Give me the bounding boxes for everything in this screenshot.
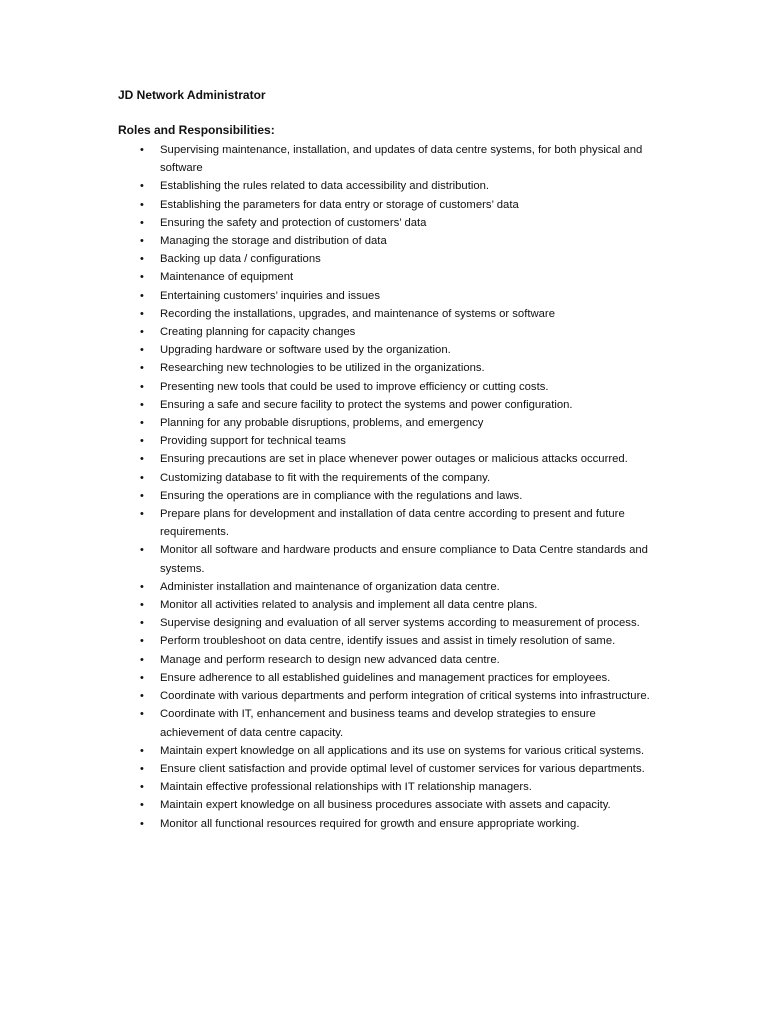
bullet-icon: • [140,617,144,630]
list-item [118,815,655,833]
responsibilities-list [118,141,678,833]
bullet-icon: • [140,744,144,757]
list-item [118,250,655,268]
bullet-icon: • [140,271,144,284]
bullet-icon: • [140,344,144,357]
responsibility-text: Maintain expert knowledge on all applications and its use on systems for various critical systems. [160,744,645,757]
responsibility-text: Managing the storage and distribution of data [160,235,387,248]
list-item [118,614,655,632]
bullet-icon: • [140,781,144,794]
responsibility-text: Coordinate with IT, enhancement and business teams and develop strategies to ensure achievement of data centre capacity. [160,708,596,739]
list-item [118,742,655,760]
list-item [118,305,655,323]
bullet-icon: • [140,398,144,411]
responsibility-text: Prepare plans for development and installation of data centre according to present and future requirements. [160,508,625,539]
responsibility-text: Entertaining customers’ inquiries and issues [160,289,380,302]
bullet-icon: • [140,180,144,193]
responsibility-text: Supervise designing and evaluation of all server systems according to measurement of process. [160,617,640,630]
list-item [118,196,655,214]
bullet-icon: • [140,435,144,448]
list-item [118,687,655,705]
responsibility-text: Perform troubleshoot on data centre, identify issues and assist in timely resolution of same. [160,635,616,648]
bullet-icon: • [140,253,144,266]
bullet-icon: • [140,489,144,502]
responsibility-text: Maintenance of equipment [160,271,294,284]
responsibility-text: Planning for any probable disruptions, problems, and emergency [160,417,484,430]
responsibility-text: Monitor all activities related to analysis and implement all data centre plans. [160,599,538,612]
bullet-icon: • [140,653,144,666]
bullet-icon: • [140,671,144,684]
responsibility-text: Establishing the parameters for data entry or storage of customers’ data [160,198,519,211]
list-item [118,177,655,195]
list-item [118,632,655,650]
bullet-icon: • [140,198,144,211]
responsibility-text: Customizing database to fit with the requirements of the company. [160,471,491,484]
list-item [118,778,655,796]
bullet-icon: • [140,144,144,156]
list-item [118,651,655,669]
bullet-icon: • [140,307,144,320]
responsibility-text: Upgrading hardware or software used by the organization. [160,344,451,357]
responsibility-text: Recording the installations, upgrades, and maintenance of systems or software [160,307,555,320]
list-item [118,396,655,414]
bullet-icon: • [140,690,144,703]
responsibility-text: Backing up data / configurations [160,253,321,266]
list-item [118,596,655,614]
list-item [118,469,655,487]
responsibility-text: Researching new technologies to be utilized in the organizations. [160,362,485,375]
list-item [118,578,655,596]
bullet-icon: • [140,599,144,612]
list-item [118,141,655,177]
list-item [118,541,655,577]
bullet-icon: • [140,544,144,557]
list-item [118,760,655,778]
list-item [118,323,655,341]
list-item [118,450,655,468]
responsibility-text: Establishing the rules related to data accessibility and distribution. [160,180,490,193]
bullet-icon: • [140,708,144,721]
bullet-icon: • [140,799,144,812]
list-item [118,359,655,377]
bullet-icon: • [140,326,144,339]
bullet-icon: • [140,362,144,375]
bullet-icon: • [140,762,144,775]
responsibility-text: Administer installation and maintenance of organization data centre. [160,580,500,593]
bullet-icon: • [140,289,144,302]
responsibility-text: Creating planning for capacity changes [160,326,356,339]
responsibility-text: Presenting new tools that could be used to improve efficiency or cutting costs. [160,380,549,393]
bullet-icon: • [140,235,144,248]
responsibility-text: Ensure client satisfaction and provide optimal level of customer services for various departments. [160,762,645,775]
bullet-icon: • [140,453,144,466]
document-page [118,87,678,833]
list-item [118,487,655,505]
responsibility-text: Maintain expert knowledge on all business procedures associate with assets and capacity. [160,799,611,812]
responsibility-text: Maintain effective professional relationships with IT relationship managers. [160,781,532,794]
list-item [118,432,655,450]
list-item [118,268,655,286]
responsibility-text: Monitor all functional resources required for growth and ensure appropriate working. [160,817,580,830]
responsibility-text: Coordinate with various departments and perform integration of critical systems into infrastructure. [160,690,650,703]
list-item [118,341,655,359]
bullet-icon: • [140,471,144,484]
bullet-icon: • [140,817,144,830]
bullet-icon: • [140,380,144,393]
responsibility-text: Ensuring the operations are in compliance with the regulations and laws. [160,489,523,502]
bullet-icon: • [140,508,144,521]
list-item [118,378,655,396]
bullet-icon: • [140,580,144,593]
responsibility-text: Ensuring the safety and protection of customers’ data [160,216,427,229]
list-item [118,414,655,432]
document-title: JD Network Administrator [118,88,266,102]
list-item [118,232,655,250]
bullet-icon: • [140,635,144,648]
bullet-icon: • [140,216,144,229]
responsibility-text: Providing support for technical teams [160,435,346,448]
section-heading: Roles and Responsibilities: [118,123,275,137]
list-item [118,796,655,814]
responsibility-text: Ensure adherence to all established guidelines and management practices for employees. [160,671,611,684]
list-item [118,214,655,232]
list-item [118,705,655,741]
bullet-icon: • [140,417,144,430]
responsibility-text: Supervising maintenance, installation, and updates of data centre systems, for both physical and software [160,144,643,175]
responsibility-text: Ensuring precautions are set in place whenever power outages or malicious attacks occurred. [160,453,628,466]
list-item [118,505,655,541]
list-item [118,669,655,687]
responsibility-text: Ensuring a safe and secure facility to protect the systems and power configuration. [160,398,573,411]
responsibility-text: Monitor all software and hardware products and ensure compliance to Data Centre standards and systems. [160,544,648,575]
list-item [118,287,655,305]
responsibility-text: Manage and perform research to design new advanced data centre. [160,653,500,666]
